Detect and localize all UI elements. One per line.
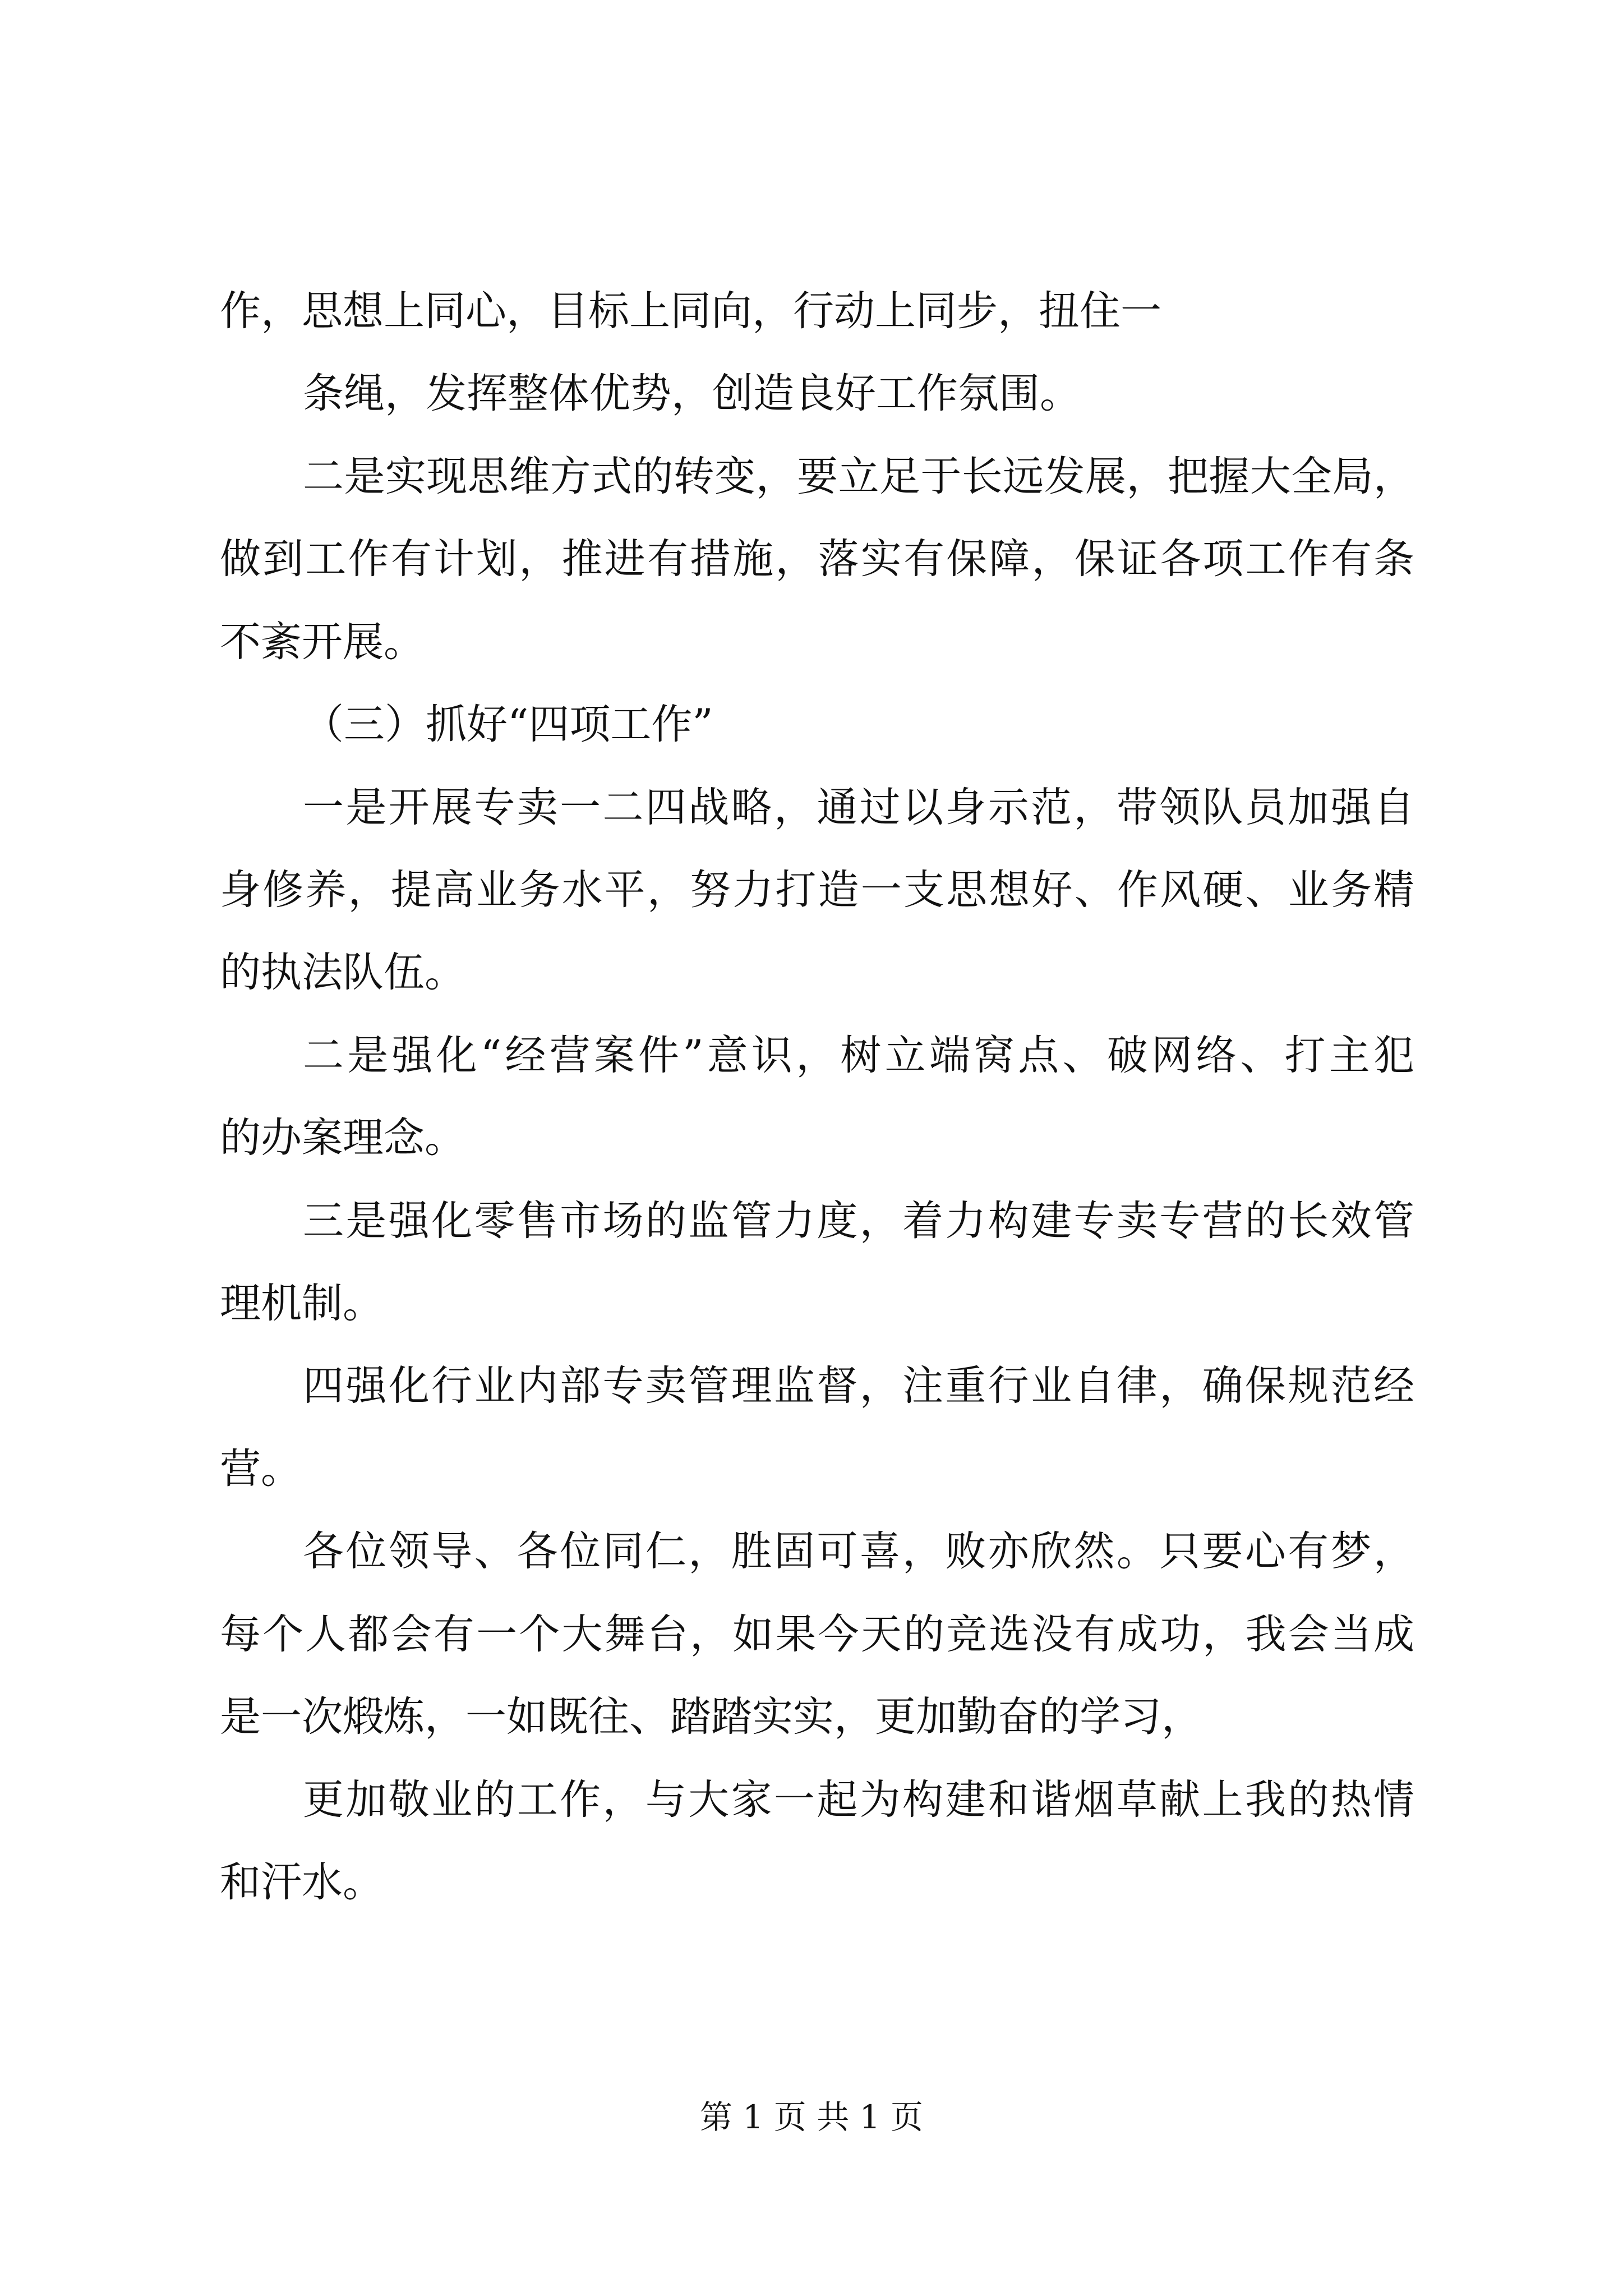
text-line-18: 是一次煅炼，一如既往、踏踏实实，更加勤奋的学习， <box>220 1693 1202 1741</box>
text-line-10: 二是强化“经营案件”意识，树立端窝点、破网络、打主犯 <box>303 1032 1414 1079</box>
page-footer: 第 1 页 共 1 页 <box>700 2098 923 2136</box>
text-line-8: 身修养，提高业务水平，努力打造一支思想好、作风硬、业务精 <box>220 866 1414 914</box>
text-line-7: 一是开展专卖一二四战略，通过以身示范，带领队员加强自 <box>303 784 1414 831</box>
text-line-2: 条绳，发挥整体优势，创造良好工作氛围。 <box>303 370 1081 417</box>
text-line-13: 理机制。 <box>220 1280 384 1327</box>
text-line-16: 各位领导、各位同仁，胜固可喜，败亦欣然。只要心有梦， <box>303 1527 1414 1575</box>
text-line-9: 的执法队伍。 <box>220 949 465 996</box>
text-line-17: 每个人都会有一个大舞台，如果今天的竞选没有成功，我会当成 <box>220 1611 1414 1658</box>
text-line-11: 的办案理念。 <box>220 1114 465 1162</box>
text-line-4: 做到工作有计划，推进有措施，落实有保障，保证各项工作有条 <box>220 535 1414 583</box>
text-line-20: 和汗水。 <box>220 1858 384 1906</box>
section-heading: （三）抓好“四项工作” <box>303 701 713 748</box>
text-line-3: 二是实现思维方式的转变，要立足于长远发展，把握大全局， <box>303 453 1414 500</box>
text-line-5: 不紊开展。 <box>220 618 425 666</box>
text-line-15: 营。 <box>220 1445 302 1493</box>
text-line-1: 作，思想上同心，目标上同向，行动上同步，扭住一 <box>220 287 1161 335</box>
text-line-14: 四强化行业内部专卖管理监督，注重行业自律，确保规范经 <box>303 1362 1414 1410</box>
text-line-12: 三是强化零售市场的监管力度，着力构建专卖专营的长效管 <box>303 1197 1414 1245</box>
text-line-19: 更加敬业的工作，与大家一起为构建和谐烟草献上我的热情 <box>303 1776 1414 1824</box>
